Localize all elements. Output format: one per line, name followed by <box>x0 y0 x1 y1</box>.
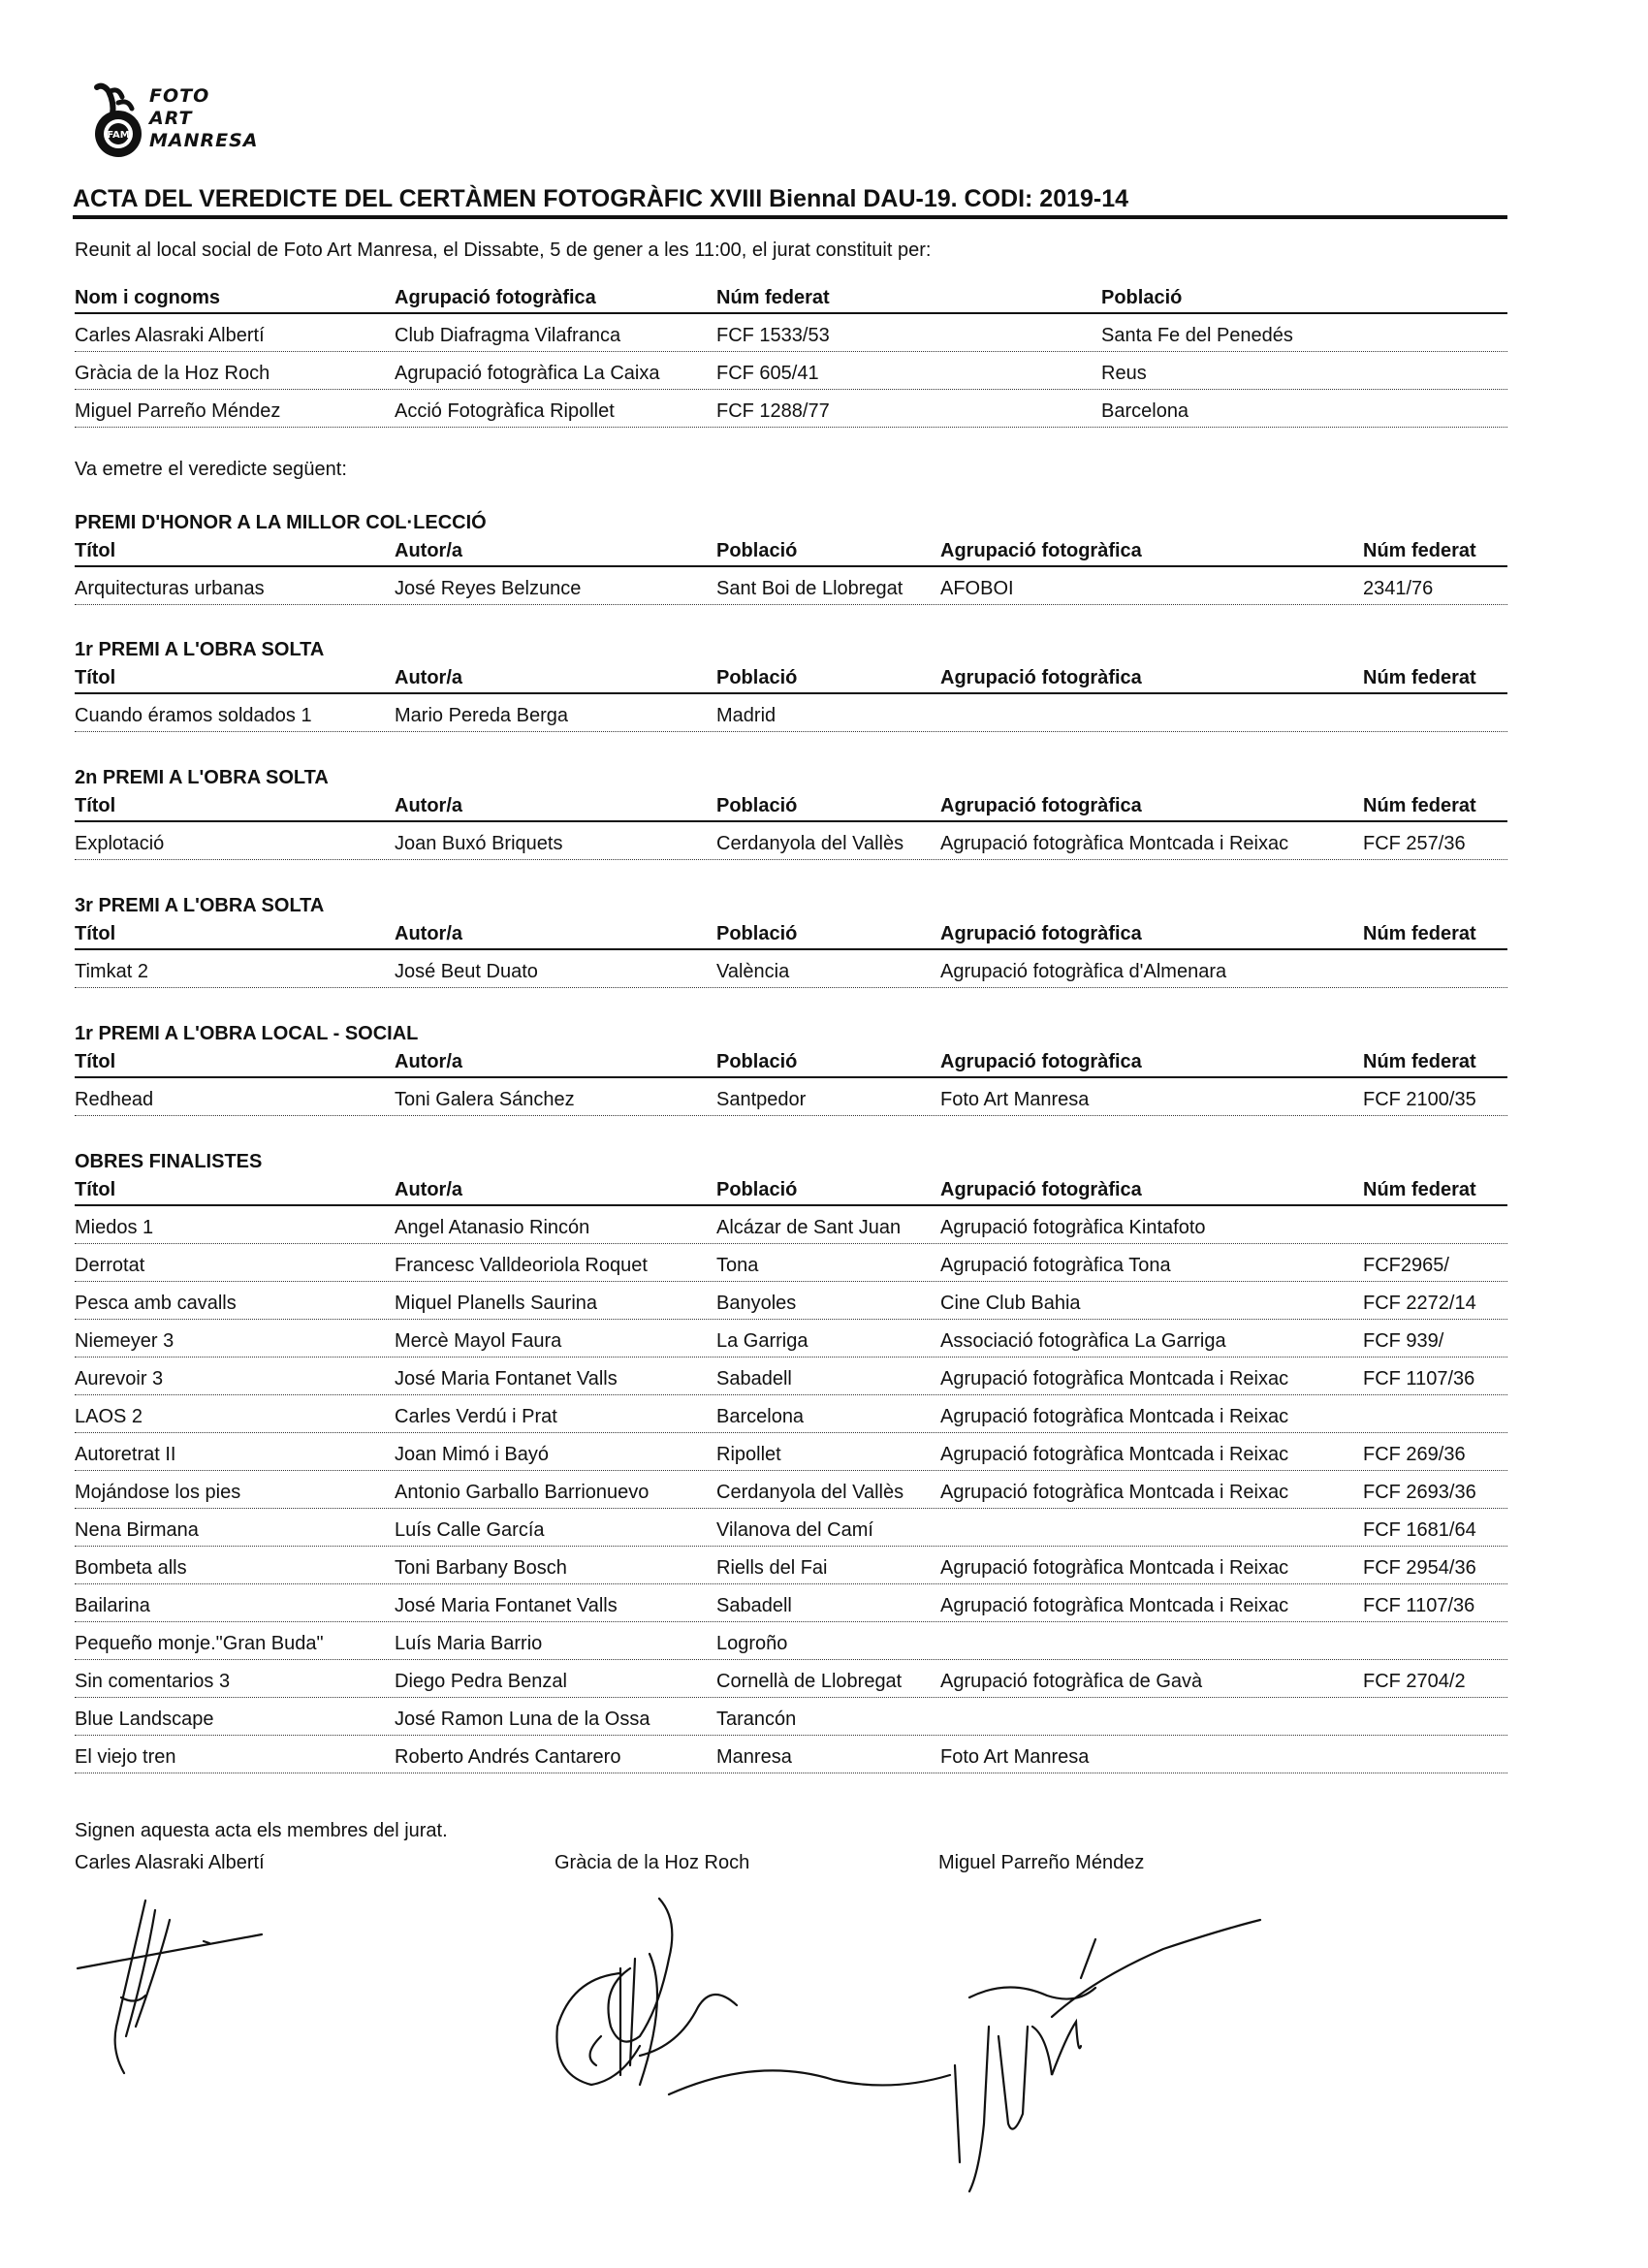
column-header: Població <box>716 1179 798 1200</box>
award-section <box>75 1022 1507 1116</box>
table-cell: Tona <box>716 1255 759 1276</box>
document-title: ACTA DEL VEREDICTE DEL CERTÀMEN FOTOGRÀFIC XVIII Biennal DAU-19. CODI: 2019-14 <box>73 184 1507 219</box>
table-cell: FCF 2693/36 <box>1363 1482 1476 1503</box>
table-cell: Redhead <box>75 1089 154 1110</box>
table-cell: Agrupació fotogràfica La Caixa <box>395 363 660 384</box>
table-cell: FCF 1288/77 <box>716 400 830 422</box>
table-row <box>75 1698 1507 1736</box>
column-header: Població <box>716 667 798 688</box>
column-header: Autor/a <box>395 1051 462 1072</box>
table-cell: Cine Club Bahia <box>940 1293 1081 1314</box>
table-cell: FCF 269/36 <box>1363 1444 1466 1465</box>
signature-1 <box>78 1901 262 2073</box>
table-cell: José Reyes Belzunce <box>395 578 582 599</box>
handwritten-signatures <box>0 1881 1648 2230</box>
table-cell: Gràcia de la Hoz Roch <box>75 363 270 384</box>
column-header: Títol <box>75 923 116 944</box>
table-cell: Riells del Fai <box>716 1557 828 1579</box>
column-header: Autor/a <box>395 667 462 688</box>
column-header: Agrupació fotogràfica <box>940 1051 1142 1072</box>
table-cell: José Ramon Luna de la Ossa <box>395 1709 650 1730</box>
table-cell: Carles Verdú i Prat <box>395 1406 557 1427</box>
table-cell: FCF 2100/35 <box>1363 1089 1476 1110</box>
table-cell: José Beut Duato <box>395 961 538 982</box>
table-cell: Miquel Planells Saurina <box>395 1293 598 1314</box>
column-header: Núm federat <box>1363 1179 1476 1200</box>
table-cell: Agrupació fotogràfica Montcada i Reixac <box>940 1557 1289 1579</box>
table-cell: Agrupació fotogràfica Montcada i Reixac <box>940 1595 1289 1616</box>
table-cell: FCF 1107/36 <box>1363 1368 1475 1390</box>
column-header: Títol <box>75 540 116 561</box>
table-cell: Agrupació fotogràfica Tona <box>940 1255 1171 1276</box>
signature-3 <box>955 1920 1260 2191</box>
signature-intro: Signen aquesta acta els membres del jurat. <box>75 1820 448 1841</box>
table-cell: Santpedor <box>716 1089 807 1110</box>
table-cell: Carles Alasraki Albertí <box>75 325 265 346</box>
column-header: Núm federat <box>1363 1051 1476 1072</box>
table-row <box>75 1433 1507 1471</box>
table-cell: Logroño <box>716 1633 788 1654</box>
table-cell: Pesca amb cavalls <box>75 1293 237 1314</box>
table-cell: Mojándose los pies <box>75 1482 241 1503</box>
table-cell: Diego Pedra Benzal <box>395 1671 567 1692</box>
award-section <box>75 1150 1507 1773</box>
table-cell: Toni Barbany Bosch <box>395 1557 567 1579</box>
award-section-title: 1r PREMI A L'OBRA SOLTA <box>75 639 325 660</box>
table-cell: Mario Pereda Berga <box>395 705 568 726</box>
table-cell: FCF 2954/36 <box>1363 1557 1476 1579</box>
column-header: Agrupació fotogràfica <box>940 667 1142 688</box>
column-header: Autor/a <box>395 923 462 944</box>
column-header: Agrupació fotogràfica <box>940 923 1142 944</box>
award-section <box>75 638 1507 732</box>
table-cell: València <box>716 961 790 982</box>
award-table-header <box>75 791 1507 822</box>
table-cell: Madrid <box>716 705 776 726</box>
table-cell: Derrotat <box>75 1255 145 1276</box>
intro-text: Reunit al local social de Foto Art Manresa, el Dissabte, 5 de gener a les 11:00, el jurat constituit per: <box>75 240 932 261</box>
table-cell: Explotació <box>75 833 165 854</box>
table-cell: Luís Maria Barrio <box>395 1633 543 1654</box>
table-cell: José Maria Fontanet Valls <box>395 1368 618 1390</box>
table-cell: Foto Art Manresa <box>940 1746 1090 1768</box>
table-cell: Reus <box>1101 363 1147 384</box>
table-cell: Alcázar de Sant Juan <box>716 1217 902 1238</box>
award-table-header <box>75 1175 1507 1206</box>
table-cell: Agrupació fotogràfica Montcada i Reixac <box>940 1444 1289 1465</box>
table-cell: FCF 939/ <box>1363 1330 1444 1352</box>
foto-art-manresa-logo <box>89 81 302 169</box>
table-cell: Agrupació fotogràfica Montcada i Reixac <box>940 833 1289 854</box>
table-cell: Toni Galera Sánchez <box>395 1089 575 1110</box>
column-header: Nom i cognoms <box>75 287 221 308</box>
table-cell: Sin comentarios 3 <box>75 1671 231 1692</box>
table-row <box>75 950 1507 988</box>
table-row <box>75 1547 1507 1584</box>
table-cell: Santa Fe del Penedés <box>1101 325 1293 346</box>
table-cell: Agrupació fotogràfica Montcada i Reixac <box>940 1368 1289 1390</box>
table-cell: La Garriga <box>716 1330 808 1352</box>
signer-name: Miguel Parreño Méndez <box>938 1852 1145 1873</box>
award-table-header <box>75 536 1507 567</box>
table-cell: Niemeyer 3 <box>75 1330 174 1352</box>
table-cell: Associació fotogràfica La Garriga <box>940 1330 1226 1352</box>
table-cell: FCF 2704/2 <box>1363 1671 1466 1692</box>
table-cell: Nena Birmana <box>75 1519 199 1541</box>
column-header: Títol <box>75 1051 116 1072</box>
table-cell: Autoretrat II <box>75 1444 176 1465</box>
table-row <box>75 1244 1507 1282</box>
table-row <box>75 1471 1507 1509</box>
signer-name: Gràcia de la Hoz Roch <box>555 1852 750 1873</box>
table-cell: Francesc Valldeoriola Roquet <box>395 1255 648 1276</box>
camera-hand-logo-icon <box>89 81 147 161</box>
table-cell: Cerdanyola del Vallès <box>716 833 904 854</box>
table-cell: Agrupació fotogràfica d'Almenara <box>940 961 1227 982</box>
table-row <box>75 1736 1507 1773</box>
table-cell: Antonio Garballo Barrionuevo <box>395 1482 650 1503</box>
column-header: Núm federat <box>1363 923 1476 944</box>
column-header: Autor/a <box>395 795 462 816</box>
table-row <box>75 1206 1507 1244</box>
table-cell: Agrupació fotogràfica Montcada i Reixac <box>940 1482 1289 1503</box>
table-cell: Cuando éramos soldados 1 <box>75 705 312 726</box>
award-table-header <box>75 919 1507 950</box>
award-section-title: 2n PREMI A L'OBRA SOLTA <box>75 767 329 788</box>
table-cell: Club Diafragma Vilafranca <box>395 325 621 346</box>
column-header: Agrupació fotogràfica <box>940 795 1142 816</box>
verdict-intro: Va emetre el veredicte següent: <box>75 459 347 480</box>
table-cell: Agrupació fotogràfica Montcada i Reixac <box>940 1406 1289 1427</box>
column-header: Agrupació fotogràfica <box>940 1179 1142 1200</box>
award-section-title: OBRES FINALISTES <box>75 1151 263 1172</box>
table-row <box>75 567 1507 605</box>
table-row <box>75 1660 1507 1698</box>
table-row <box>75 694 1507 732</box>
table-cell: Luís Calle García <box>395 1519 545 1541</box>
table-cell: Acció Fotogràfica Ripollet <box>395 400 615 422</box>
award-table-header <box>75 663 1507 694</box>
column-header: Títol <box>75 667 116 688</box>
award-section-title: 3r PREMI A L'OBRA SOLTA <box>75 895 325 916</box>
table-cell: El viejo tren <box>75 1746 176 1768</box>
table-cell: Pequeño monje."Gran Buda" <box>75 1633 324 1654</box>
logo-line: MANRESA <box>149 130 259 151</box>
column-header: Agrupació fotogràfica <box>395 287 596 308</box>
award-section <box>75 894 1507 988</box>
table-cell: Timkat 2 <box>75 961 148 982</box>
table-cell: Angel Atanasio Rincón <box>395 1217 590 1238</box>
table-cell: FCF2965/ <box>1363 1255 1449 1276</box>
svg-text:FAM: FAM <box>107 130 130 141</box>
table-cell: Tarancón <box>716 1709 797 1730</box>
column-header: Població <box>716 795 798 816</box>
column-header: Núm federat <box>1363 540 1476 561</box>
table-cell: Bailarina <box>75 1595 150 1616</box>
column-header: Agrupació fotogràfica <box>940 540 1142 561</box>
table-cell: LAOS 2 <box>75 1406 143 1427</box>
signers <box>0 1852 1648 1881</box>
table-cell: Joan Mimó i Bayó <box>395 1444 549 1465</box>
table-cell: Ripollet <box>716 1444 781 1465</box>
table-row <box>75 1584 1507 1622</box>
award-section <box>75 511 1507 605</box>
table-row <box>75 1320 1507 1358</box>
table-cell: José Maria Fontanet Valls <box>395 1595 618 1616</box>
column-header: Núm federat <box>716 287 830 308</box>
column-header: Núm federat <box>1363 667 1476 688</box>
column-header: Població <box>716 1051 798 1072</box>
table-row <box>75 822 1507 860</box>
table-cell: Foto Art Manresa <box>940 1089 1090 1110</box>
table-row <box>75 1395 1507 1433</box>
table-cell: Joan Buxó Briquets <box>395 833 563 854</box>
table-cell: FCF 605/41 <box>716 363 819 384</box>
award-section-title: PREMI D'HONOR A LA MILLOR COL·LECCIÓ <box>75 512 487 533</box>
table-cell: AFOBOI <box>940 578 1014 599</box>
column-header: Núm federat <box>1363 795 1476 816</box>
table-row <box>75 352 1507 390</box>
table-row <box>75 1509 1507 1547</box>
table-row <box>75 390 1507 428</box>
logo-line: FOTO <box>149 85 210 107</box>
table-cell: FCF 1533/53 <box>716 325 830 346</box>
jury-table <box>75 283 1507 428</box>
column-header: Autor/a <box>395 540 462 561</box>
table-cell: Cerdanyola del Vallès <box>716 1482 904 1503</box>
column-header: Població <box>1101 287 1183 308</box>
table-cell: FCF 1107/36 <box>1363 1595 1475 1616</box>
award-table-header <box>75 1047 1507 1078</box>
column-header: Autor/a <box>395 1179 462 1200</box>
table-cell: Bombeta alls <box>75 1557 187 1579</box>
table-row <box>75 314 1507 352</box>
table-row <box>75 1622 1507 1660</box>
table-cell: Vilanova del Camí <box>716 1519 873 1541</box>
table-cell: Miguel Parreño Méndez <box>75 400 281 422</box>
table-cell: Mercè Mayol Faura <box>395 1330 562 1352</box>
table-cell: Blue Landscape <box>75 1709 214 1730</box>
signature-2 <box>556 1899 950 2094</box>
table-cell: Barcelona <box>1101 400 1189 422</box>
award-section-title: 1r PREMI A L'OBRA LOCAL - SOCIAL <box>75 1023 419 1044</box>
column-header: Població <box>716 923 798 944</box>
column-header: Títol <box>75 1179 116 1200</box>
table-cell: 2341/76 <box>1363 578 1434 599</box>
jury-table-header <box>75 283 1507 314</box>
table-cell: Sabadell <box>716 1595 792 1616</box>
table-cell: Agrupació fotogràfica Kintafoto <box>940 1217 1206 1238</box>
table-cell: Aurevoir 3 <box>75 1368 164 1390</box>
column-header: Títol <box>75 795 116 816</box>
table-cell: Manresa <box>716 1746 792 1768</box>
table-cell: Arquitecturas urbanas <box>75 578 265 599</box>
table-cell: Sant Boi de Llobregat <box>716 578 903 599</box>
table-cell: Sabadell <box>716 1368 792 1390</box>
table-cell: FCF 2272/14 <box>1363 1293 1476 1314</box>
table-cell: Agrupació fotogràfica de Gavà <box>940 1671 1203 1692</box>
table-cell: FCF 257/36 <box>1363 833 1466 854</box>
table-row <box>75 1358 1507 1395</box>
signer-name: Carles Alasraki Albertí <box>75 1852 265 1873</box>
award-section <box>75 766 1507 860</box>
table-cell: FCF 1681/64 <box>1363 1519 1476 1541</box>
table-row <box>75 1282 1507 1320</box>
logo-line: ART <box>149 108 193 129</box>
table-cell: Roberto Andrés Cantarero <box>395 1746 621 1768</box>
table-cell: Barcelona <box>716 1406 805 1427</box>
column-header: Població <box>716 540 798 561</box>
table-cell: Cornellà de Llobregat <box>716 1671 903 1692</box>
table-cell: Miedos 1 <box>75 1217 154 1238</box>
table-row <box>75 1078 1507 1116</box>
table-cell: Banyoles <box>716 1293 797 1314</box>
